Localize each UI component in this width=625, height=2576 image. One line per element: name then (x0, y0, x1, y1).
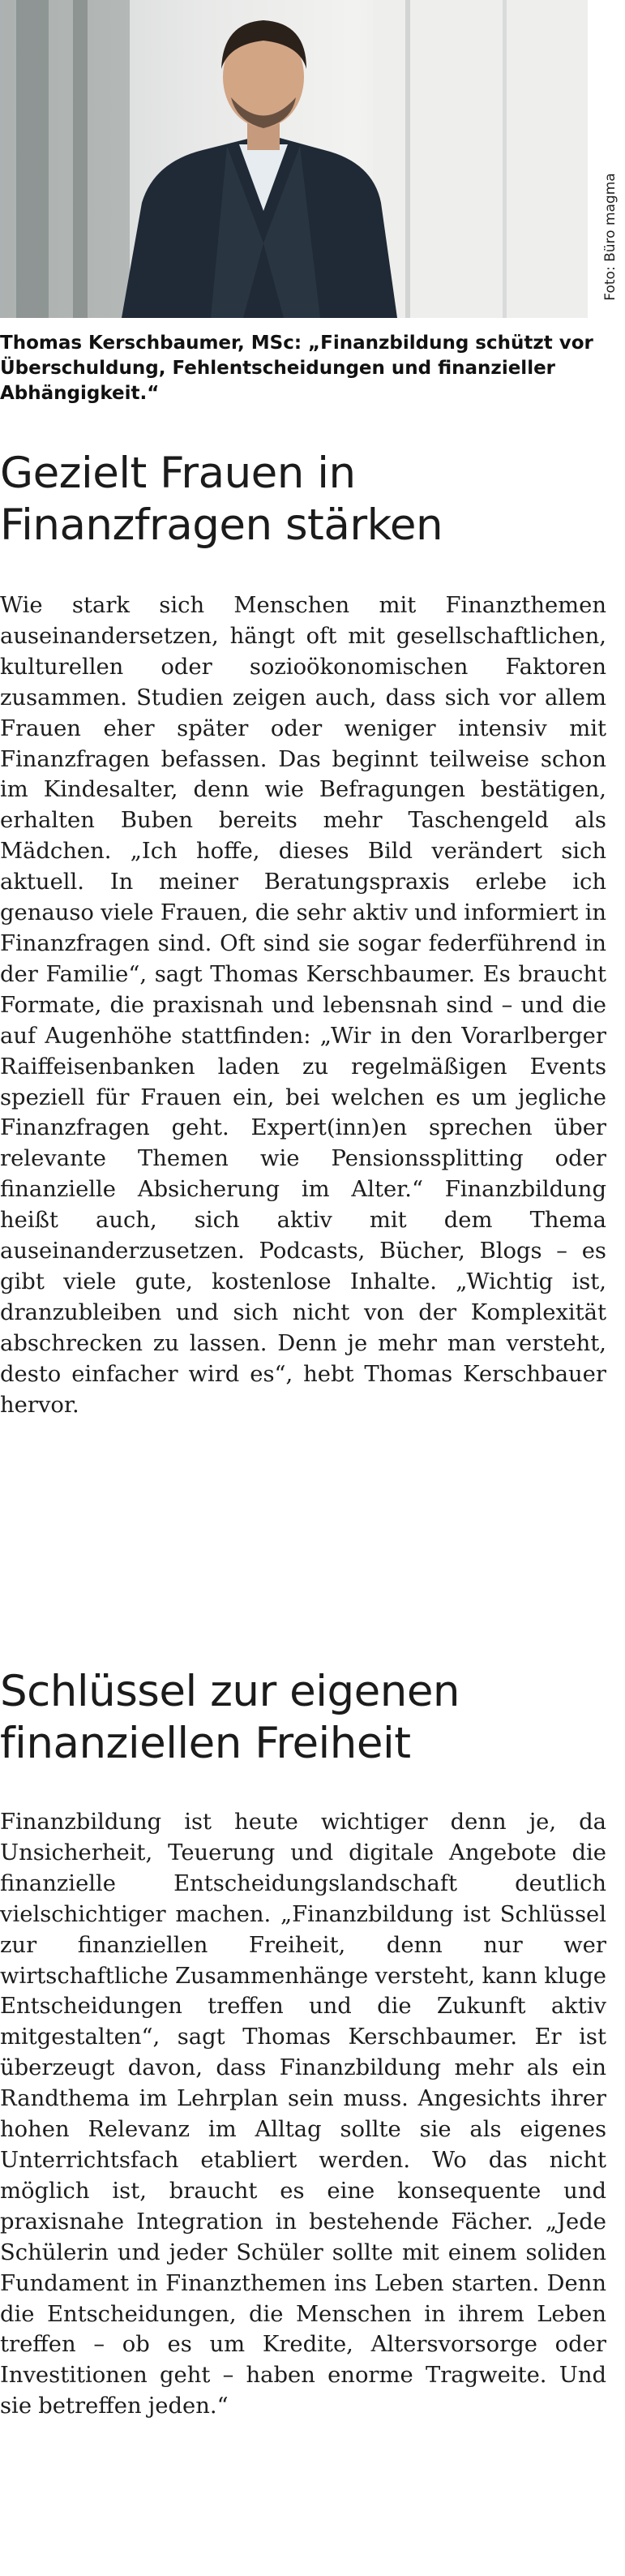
section-heading-financial-freedom: Schlüssel zur eigenen finanziellen Freiheit (0, 1667, 460, 1768)
portrait-illustration (0, 0, 588, 318)
photo-credit-text: Foto: Büro magma (602, 173, 619, 301)
section-body-women-finance: Wie stark sich Menschen mit Finanzthemen auseinandersetzen, hängt oft mit gesellschaftlichen, kulturellen oder sozioökonomischen Faktoren zusammen. Studien zeigen auch, dass sich vor allem Frauen eher später oder weniger intensiv mit Finanzfragen befassen. Das beginnt teilweise schon im Kindesalter, denn wie Befragungen bestätigen, erhalten Buben bereits mehr Taschengeld als Mädchen. „Ich hoffe, dieses Bild verändert sich aktuell. In meiner Beratungspraxis erlebe ich genauso viele Frauen, die sehr aktiv und informiert in Finanzfragen sind. Oft sind sie sogar federführend in der Familie“, sagt Thomas Kerschbaumer. Es braucht Formate, die praxisnah und lebensnah sind – und die auf Augenhöhe stattfinden: „Wir in den Vorarlberger Raiffeisenbanken laden zu regelmäßigen Events speziell für Frauen ein, bei welchen es um jegliche Finanzfragen geht. Expert(inn)en sprechen über relevante Themen wie Pensionssplitting oder finanzielle Absicherung im Alter.“ Finanzbildung heißt auch, sich aktiv mit dem Thema auseinanderzusetzen. Podcasts, Bücher, Blogs – es gibt viele gute, kostenlose Inhalte. „Wichtig ist, dranzubleiben und sich nicht von der Komplexität abschrecken zu lassen. Denn je mehr man versteht, desto einfacher wird es“, hebt Thomas Kerschbauer hervor. (0, 593, 606, 1418)
section-body-financial-freedom: Finanzbildung ist heute wichtiger denn je, da Unsicherheit, Teuerung und digitale Angebote die finanzielle Entscheidungslandschaft deutlich vielschichtiger machen. „Finanzbildung ist Schlüssel zur finanziellen Freiheit, denn nur wer wirtschaftliche Zusammenhänge versteht, kann kluge Entscheidungen treffen und die Zukunft aktiv mitgestalten“, sagt Thomas Kerschbaumer. Er ist überzeugt davon, dass Finanzbildung mehr als ein Randthema im Lehrplan sein muss. Angesichts ihrer hohen Relevanz im Alltag sollte sie als eigenes Unterrichtsfach etabliert werden. Wo das nicht möglich ist, braucht es eine konsequente und praxisnahe Integration in bestehende Fächer. „Jede Schülerin und jeder Schüler sollte mit einem soliden Fundament in Finanzthemen ins Leben starten. Denn die Entscheidungen, die Menschen in ihrem Leben treffen – ob es um Kredite, Altersvorsorge oder Investitionen geht – haben enorme Tragweite. Und sie betreffen jeden.“ (0, 1810, 606, 2419)
photo-credit (596, 156, 625, 318)
photo-caption: Thomas Kerschbaumer, MSc: „Finanzbildung schützt vor Überschuldung, Fehlentscheidungen und finanzieller Abhängigkeit.“ (0, 333, 593, 404)
portrait-photo (0, 0, 588, 318)
header-photo-area (0, 0, 625, 318)
section-heading-women-finance: Gezielt Frauen in Finanzfragen stärken (0, 449, 443, 550)
